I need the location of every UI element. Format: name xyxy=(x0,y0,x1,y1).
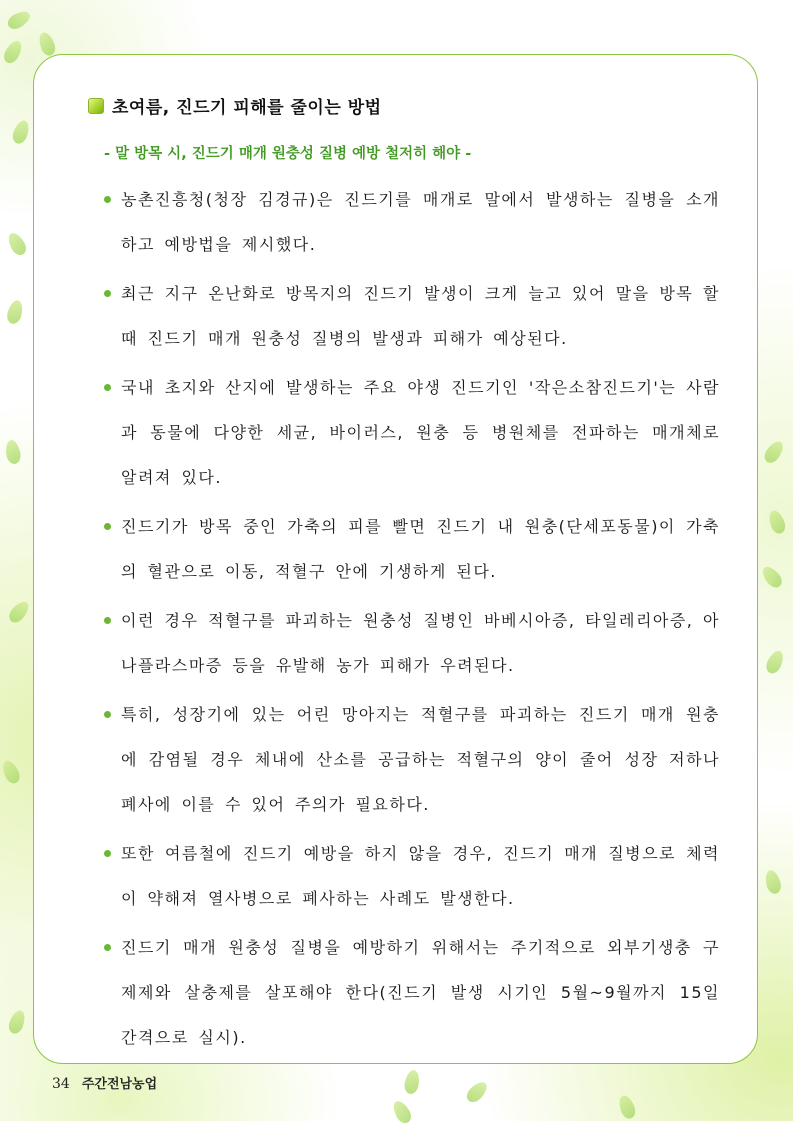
list-item-text: 최근 지구 온난화로 방목지의 진드기 발생이 크게 늘고 있어 말을 방목 할 때 진드기 매개 원충성 질병의 발생과 피해가 예상된다. xyxy=(121,284,720,348)
bullet-icon xyxy=(104,850,111,857)
bullet-icon xyxy=(104,196,111,203)
leaf-decoration xyxy=(6,1008,27,1035)
leaf-decoration xyxy=(390,1098,414,1126)
bullet-icon xyxy=(104,523,111,530)
bullet-icon xyxy=(104,711,111,718)
bullet-icon xyxy=(104,290,111,297)
leaf-decoration xyxy=(616,1093,637,1120)
bullet-icon xyxy=(104,617,111,624)
publication-name: 주간전남농업 xyxy=(81,1077,158,1092)
list-item xyxy=(100,365,720,500)
bullet-icon xyxy=(104,944,111,951)
subheading: - 말 방목 시, 진드기 매개 원충성 질병 예방 철저히 해야 - xyxy=(104,146,472,162)
leaf-decoration xyxy=(763,869,783,896)
leaf-decoration xyxy=(6,598,32,625)
list-item xyxy=(100,925,720,1060)
list-item-text: 또한 여름철에 진드기 예방을 하지 않을 경우, 진드기 매개 질병으로 체력이 약해져 열사병으로 폐사하는 사례도 발생한다. xyxy=(121,844,720,908)
list-item-text: 농촌진흥청(청장 김경규)은 진드기를 매개로 말에서 발생하는 질병을 소개하고 예방법을 제시했다. xyxy=(121,190,720,254)
leaf-decoration xyxy=(10,118,31,145)
leaf-decoration xyxy=(764,648,787,676)
list-item xyxy=(100,831,720,921)
list-item-text: 진드기 매개 원충성 질병을 예방하기 위해서는 주기적으로 외부기생충 구제제와 살충제를 살포해야 한다(진드기 발생 시기인 5월~9월까지 15일 간격으로 실시). xyxy=(121,938,720,1047)
leaf-decoration xyxy=(1,38,25,66)
list-item xyxy=(100,177,720,267)
leaf-decoration xyxy=(464,1079,491,1106)
leaf-decoration xyxy=(761,438,786,466)
heading-title: 초여름, 진드기 피해를 줄이는 방법 xyxy=(112,98,382,118)
list-item xyxy=(100,598,720,688)
leaf-decoration xyxy=(766,508,787,535)
page-footer xyxy=(52,1073,157,1092)
page-number: 34 xyxy=(52,1076,70,1092)
list-item xyxy=(100,504,720,594)
list-item-text: 특히, 성장기에 있는 어린 망아지는 적혈구를 파괴하는 진드기 매개 원충에 감염될 경우 체내에 산소를 공급하는 적혈구의 양이 줄어 성장 저하나 폐사에 이를 수 있어 주의가 필요하다. xyxy=(121,705,720,814)
leaf-decoration xyxy=(5,299,25,326)
list-item-text: 국내 초지와 산지에 발생하는 주요 야생 진드기인 '작은소참진드기'는 사람과 동물에 다양한 세균, 바이러스, 원충 등 병원체를 전파하는 매개체로 알려져 있다. xyxy=(121,378,720,487)
leaf-decoration xyxy=(759,563,785,590)
list-item-text: 이런 경우 적혈구를 파괴하는 원충성 질병인 바베시아증, 타일레리아증, 아나플라스마증 등을 유발해 농가 피해가 우려된다. xyxy=(121,611,720,675)
leaf-decoration xyxy=(403,1069,421,1095)
leaf-decoration xyxy=(4,439,22,465)
section-heading xyxy=(88,93,382,118)
bullet-list xyxy=(100,177,720,1064)
list-item xyxy=(100,692,720,827)
leaf-decoration xyxy=(5,8,33,32)
leaf-decoration xyxy=(5,230,29,258)
bullet-icon xyxy=(104,384,111,391)
leaf-decoration xyxy=(0,758,22,786)
list-item xyxy=(100,271,720,361)
leaf-decoration xyxy=(36,30,57,57)
list-item-text: 진드기가 방목 중인 가축의 피를 빨면 진드기 내 원충(단세포동물)이 가축의 혈관으로 이동, 적혈구 안에 기생하게 된다. xyxy=(121,517,720,581)
green-square-icon xyxy=(88,98,104,114)
